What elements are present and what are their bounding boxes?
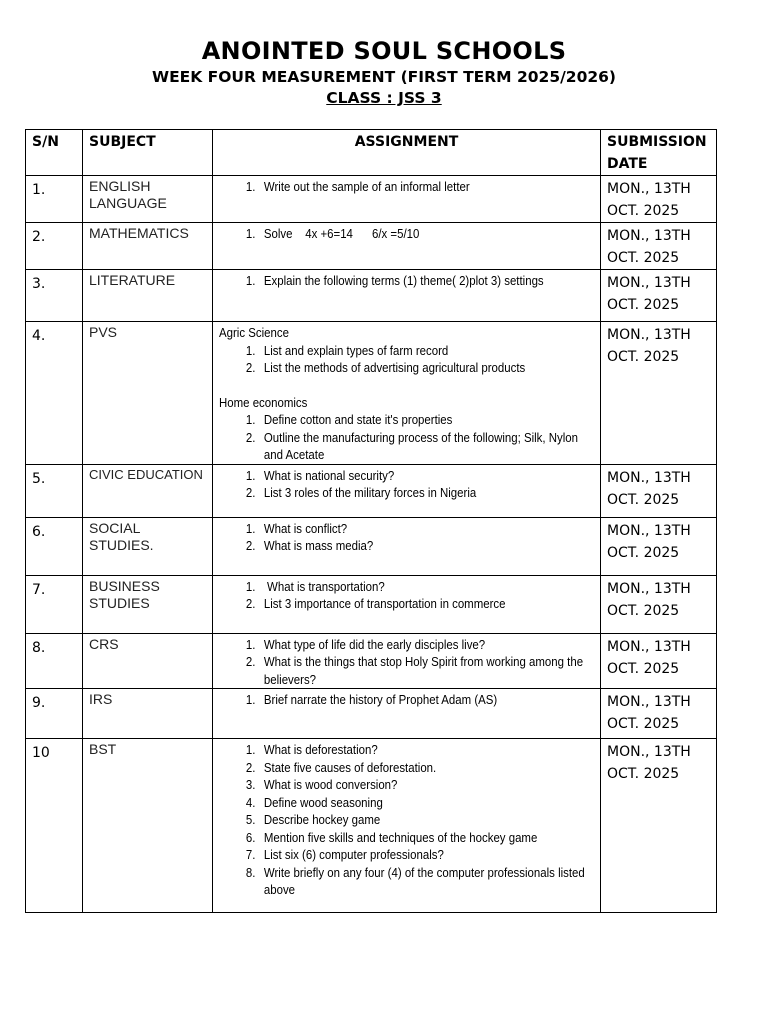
row-subject: SOCIAL STUDIES.	[83, 517, 213, 575]
row-sn: 7.	[26, 575, 83, 633]
row-subject: BUSINESS STUDIES	[83, 575, 213, 633]
assignment-item: 1. List and explain types of farm record	[259, 342, 598, 360]
assignment-item: 6. Mention five skills and techniques of the hockey game	[259, 829, 598, 847]
document-header	[0, 36, 768, 108]
row-assignment	[213, 223, 601, 270]
table-row	[26, 322, 717, 465]
assignment-item: 2. List 3 importance of transportation in commerce	[259, 595, 598, 613]
row-submission-date: MON., 13TH OCT. 2025	[601, 322, 717, 465]
header-submission-date: SUBMISSION DATE	[601, 130, 717, 176]
row-sn: 9.	[26, 689, 83, 739]
table-row	[26, 689, 717, 739]
table-row	[26, 633, 717, 689]
row-submission-date: MON., 13TH OCT. 2025	[601, 739, 717, 913]
table-row	[26, 517, 717, 575]
row-submission-date: MON., 13TH OCT. 2025	[601, 517, 717, 575]
table-row	[26, 575, 717, 633]
class-label: CLASS : JSS 3	[326, 89, 442, 107]
week-title: WEEK FOUR MEASUREMENT (FIRST TERM 2025/2026)	[151, 68, 617, 86]
assignment-item: 1. What type of life did the early disciples live?	[259, 636, 598, 654]
row-assignment	[213, 633, 601, 689]
assignment-item: 1. What is deforestation?	[259, 741, 598, 759]
assignment-item: 2. List the methods of advertising agricultural products	[259, 359, 598, 377]
section-title-agric: Agric Science	[219, 325, 289, 340]
row-sn: 10	[26, 739, 83, 913]
assignment-item: 1. Brief narrate the history of Prophet Adam (AS)	[259, 691, 598, 709]
row-submission-date: MON., 13TH OCT. 2025	[601, 575, 717, 633]
header-subject: SUBJECT	[83, 130, 213, 176]
table-row	[26, 739, 717, 913]
row-sn: 2.	[26, 223, 83, 270]
assignment-item: 2. Outline the manufacturing process of the following; Silk, Nylon and Acetate	[259, 429, 598, 464]
row-submission-date: MON., 13TH OCT. 2025	[601, 633, 717, 689]
row-subject: BST	[83, 739, 213, 913]
row-subject: IRS	[83, 689, 213, 739]
row-sn: 8.	[26, 633, 83, 689]
assignment-item: 7. List six (6) computer professionals?	[259, 846, 598, 864]
row-subject: CIVIC EDUCATION	[83, 464, 213, 517]
row-sn: 1.	[26, 176, 83, 223]
assignment-item: 2. What is the things that stop Holy Spirit from working among the believers?	[259, 653, 598, 688]
row-assignment	[213, 689, 601, 739]
assignment-item: 1. Write out the sample of an informal letter	[259, 178, 598, 196]
table-row	[26, 464, 717, 517]
assignment-item: 1. Solve 4x +6=14 6/x =5/10	[259, 225, 598, 243]
header-assignment: ASSIGNMENT	[213, 130, 601, 176]
row-sn: 4.	[26, 322, 83, 465]
row-assignment	[213, 322, 601, 465]
row-submission-date: MON., 13TH OCT. 2025	[601, 223, 717, 270]
section-title-home-economics: Home economics	[219, 394, 308, 410]
row-submission-date: MON., 13TH OCT. 2025	[601, 464, 717, 517]
assignment-item: 4. Define wood seasoning	[259, 794, 598, 812]
row-subject: CRS	[83, 633, 213, 689]
row-assignment	[213, 517, 601, 575]
row-assignment	[213, 176, 601, 223]
header-sn: S/N	[26, 130, 83, 176]
assignment-item: 5. Describe hockey game	[259, 811, 598, 829]
assignment-item: 1. What is national security?	[259, 467, 598, 485]
row-subject: LITERATURE	[83, 270, 213, 322]
school-name: ANOINTED SOUL SCHOOLS	[201, 37, 567, 65]
assignment-item: 3. What is wood conversion?	[259, 776, 598, 794]
row-sn: 5.	[26, 464, 83, 517]
row-assignment	[213, 575, 601, 633]
table-row	[26, 223, 717, 270]
row-assignment	[213, 464, 601, 517]
assignment-item: 2. List 3 roles of the military forces in Nigeria	[259, 484, 598, 502]
row-assignment	[213, 739, 601, 913]
row-subject: MATHEMATICS	[83, 223, 213, 270]
assignment-table	[25, 129, 717, 913]
row-subject: ENGLISH LANGUAGE	[83, 176, 213, 223]
table-header-row	[26, 130, 717, 176]
assignment-item: 8. Write briefly on any four (4) of the computer professionals listed above	[259, 864, 598, 899]
row-sn: 3.	[26, 270, 83, 322]
table-row	[26, 176, 717, 223]
row-submission-date: MON., 13TH OCT. 2025	[601, 689, 717, 739]
assignment-item: 2. What is mass media?	[259, 537, 598, 555]
assignment-item: 1. What is transportation?	[259, 578, 598, 596]
table-row	[26, 270, 717, 322]
assignment-item: 1. Define cotton and state it's properties	[259, 411, 598, 429]
assignment-item: 1. Explain the following terms (1) theme( 2)plot 3) settings	[259, 272, 598, 290]
row-submission-date: MON., 13TH OCT. 2025	[601, 270, 717, 322]
assignment-item: 1. What is conflict?	[259, 520, 598, 538]
assignment-item: 2. State five causes of deforestation.	[259, 759, 598, 777]
row-subject: PVS	[83, 322, 213, 465]
row-submission-date: MON., 13TH OCT. 2025	[601, 176, 717, 223]
row-sn: 6.	[26, 517, 83, 575]
row-assignment	[213, 270, 601, 322]
